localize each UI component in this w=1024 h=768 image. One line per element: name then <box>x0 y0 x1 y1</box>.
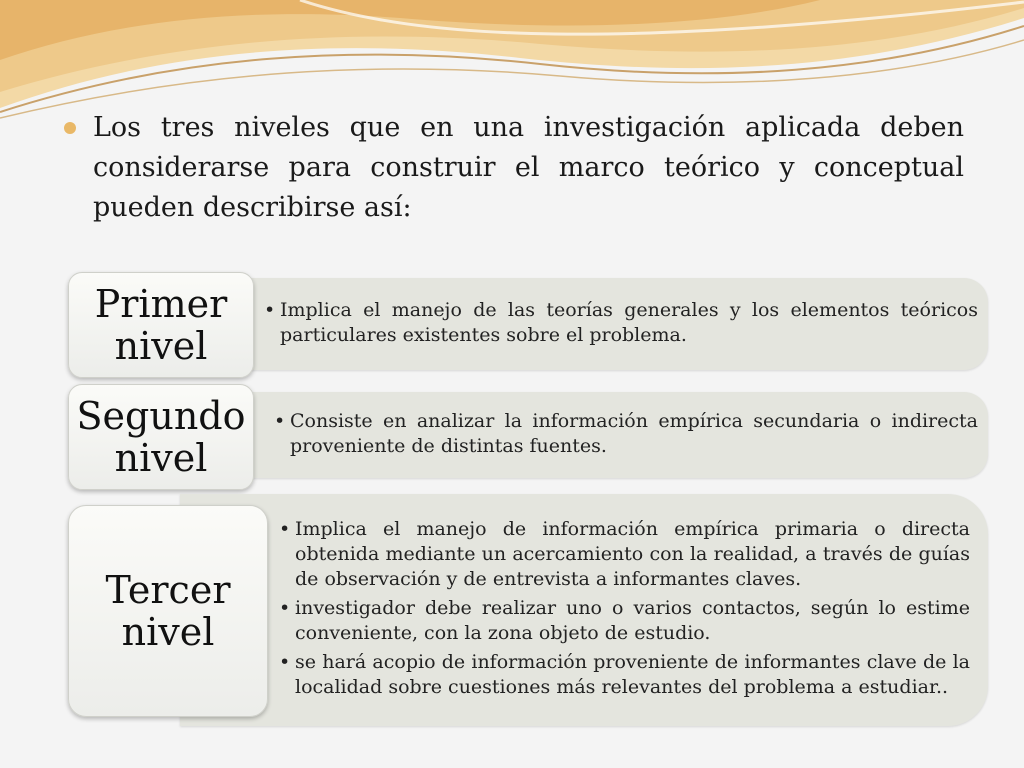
level-2-panel <box>180 392 988 478</box>
level-3-title: Tercer nivel <box>105 568 231 654</box>
level-3-bullets <box>295 517 970 704</box>
level-2-bullets <box>290 409 978 463</box>
level-2-title: Segundo nivel <box>76 394 246 480</box>
intro-paragraph <box>64 108 964 228</box>
level-3-bullet: • Implica el manejo de información empírica primaria o directa obtenida mediante un acercamiento con la realidad, a través de guías de observación y de entrevista a informantes claves. <box>295 517 970 592</box>
level-3-title-box <box>68 505 268 717</box>
level-3-panel <box>180 494 988 726</box>
level-1-bullets <box>280 298 978 352</box>
level-2-title-box <box>68 384 254 490</box>
intro-text: Los tres niveles que en una investigación aplicada deben considerarse para construir el marco teórico y conceptual pueden describirse así: <box>93 112 964 223</box>
level-1-bullet: • Implica el manejo de las teorías generales y los elementos teóricos particulares existentes sobre el problema. <box>280 298 978 348</box>
level-3-bullet: • investigador debe realizar uno o varios contactos, según lo estime conveniente, con la zona objeto de estudio. <box>295 596 970 646</box>
level-1-panel <box>180 278 988 370</box>
level-1-title-box <box>68 272 254 378</box>
bullet-dot-icon <box>64 122 76 134</box>
level-3-bullet: • se hará acopio de información proveniente de informantes clave de la localidad sobre cuestiones más relevantes del problema a estudiar.. <box>295 650 970 700</box>
level-1-title: Primer nivel <box>94 282 228 368</box>
decorative-banner <box>0 0 1024 120</box>
level-2-bullet: • Consiste en analizar la información empírica secundaria o indirecta proveniente de distintas fuentes. <box>290 409 978 459</box>
